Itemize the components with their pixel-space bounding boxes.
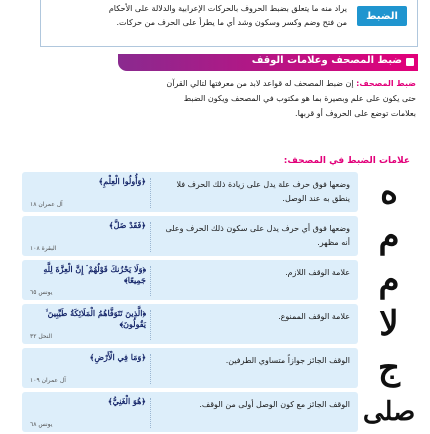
definition-text <box>49 2 347 30</box>
definition-line: يراد منه ما يتعلق بضبط الحروف بالحركات الإعرابية والدلالة على الأحكام <box>108 4 347 13</box>
definition-tag: الضبط <box>357 6 407 26</box>
paragraph-line <box>18 76 416 91</box>
mark-description: الوقف الجائز جوازاً متساوي الطرفين. <box>225 356 350 365</box>
mark-symbol: م <box>360 214 418 258</box>
example-verse: ﴿هُوَ الْغَنِيُّ﴾ <box>107 396 146 406</box>
mark-cell <box>22 304 358 344</box>
example-source: يونس ٦٨ <box>30 421 53 428</box>
example-verse: ﴿فَقَدْ ضَلَّ﴾ <box>108 220 146 230</box>
mark-description: وضعها فوق أي حرف يدل على سكون ذلك الحرف وعلى أنه مظهر. <box>165 224 350 247</box>
mark-cell <box>22 216 358 256</box>
mark-cell <box>22 172 358 212</box>
example-source: آل عمران ١٨ <box>30 201 63 208</box>
mark-example <box>28 220 146 252</box>
mark-description: علامة الوقف الممنوع. <box>278 312 350 321</box>
definition-box <box>40 0 418 47</box>
mark-symbol: ه <box>360 170 418 214</box>
example-source: آل عمران ١٠٩ <box>30 377 66 384</box>
mark-row <box>22 390 418 434</box>
paragraph-text: إن ضبط المصحف له قواعد لابد من معرفتها لتالي القرآن <box>166 79 357 88</box>
mark-row <box>22 170 418 214</box>
mark-example <box>28 396 146 428</box>
mark-symbol: م <box>360 258 418 302</box>
section-title: ضبط المصحف وعلامات الوقف <box>251 55 402 66</box>
example-verse: ﴿وَلَا يَحْزُنكَ قَوْلُهُمْ ۘ إِنَّ الْعِزَّةَ لِلَّهِ جَمِيعًا﴾ <box>43 264 146 285</box>
square-bullet-icon <box>406 58 414 66</box>
mark-cell <box>22 392 358 432</box>
mark-description: وضعها فوق حرف علة يدل على زيادة ذلك الحرف فلا ينطق به عند الوصل. <box>176 180 350 203</box>
mark-symbol: لا <box>360 302 418 346</box>
mark-row <box>22 346 418 390</box>
mark-description: علامة الوقف اللازم. <box>285 268 350 277</box>
example-verse: ﴿الَّذِينَ تَتَوَفَّاهُمُ الْمَلَائِكَةُ طَيِّبِينَ ۙ يَقُولُونَ﴾ <box>45 308 146 329</box>
marks-table <box>22 170 418 432</box>
section-heading-bar <box>118 54 418 71</box>
example-source: النحل ٣٢ <box>30 333 53 340</box>
mark-cell <box>22 348 358 388</box>
paragraph-line: حتى يكون على علم وبصيرة بما هو مكتوب في المصحف ويكون الضبط <box>183 94 416 103</box>
cell-divider <box>150 310 152 340</box>
cell-divider <box>150 222 152 252</box>
example-verse: ﴿وَأُولُوا الْعِلْمِ﴾ <box>98 176 146 186</box>
intro-paragraph <box>18 76 416 121</box>
paragraph-lead: ضبط المصحف: <box>356 79 416 88</box>
definition-line: من فتح وضم وكسر وسكون وشد أي ما يطرأ على الحرف من حركات. <box>116 18 347 27</box>
mark-row <box>22 302 418 346</box>
mark-symbol: ج <box>360 346 418 390</box>
cell-divider <box>150 178 152 208</box>
mark-example <box>28 264 146 296</box>
cell-divider <box>150 398 152 428</box>
mark-example <box>28 308 146 340</box>
cell-divider <box>150 266 152 296</box>
mark-description: الوقف الجائز مع كون الوصل أولى من الوقف. <box>199 400 350 409</box>
mark-example <box>28 176 146 208</box>
mark-row <box>22 214 418 258</box>
mark-cell <box>22 260 358 300</box>
example-source: البقرة ١٠٨ <box>30 245 57 252</box>
mark-symbol: صلى <box>360 390 418 434</box>
paragraph-line: بعلامات توضع على الحروف أو قربها. <box>295 109 416 118</box>
mark-example <box>28 352 146 384</box>
cell-divider <box>150 354 152 384</box>
example-source: يونس ٦٥ <box>30 289 53 296</box>
example-verse: ﴿وَمَا فِي الْأَرْضِ﴾ <box>89 352 146 362</box>
mark-row <box>22 258 418 302</box>
marks-subheading: علامات الضبط في المصحف: <box>283 156 410 166</box>
